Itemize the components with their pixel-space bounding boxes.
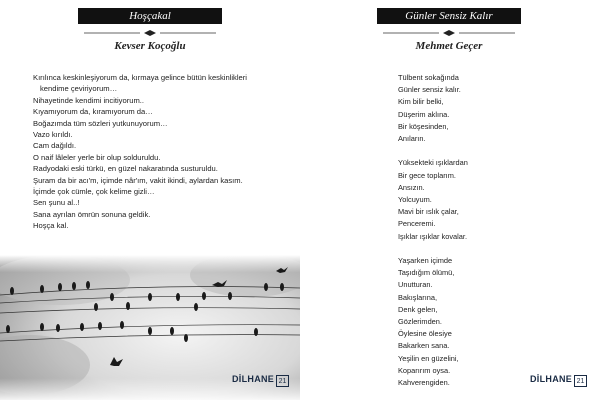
- poem-title-bar: Günler Sensiz Kalır: [377, 8, 521, 24]
- poem-line: Boğazımda tüm sözleri yutkunuyorum…: [33, 118, 168, 128]
- poem-line: Günler sensiz kalır.: [398, 85, 461, 95]
- poem-line: Denk gelen,: [398, 304, 438, 314]
- poem-line: Bakarken sana.: [398, 341, 450, 351]
- poem-line: Gözlerimden.: [398, 317, 442, 327]
- ornament-divider: [377, 29, 521, 37]
- issue-number-badge: 21: [574, 375, 587, 387]
- poem-text: [398, 72, 548, 389]
- poem-line: Yaşarken içimde: [398, 256, 453, 266]
- poem-line: Yüksekteki ışıklardan: [398, 158, 468, 168]
- poem-line: Öylesine ölesiye: [398, 329, 452, 339]
- author-name: Kevser Koçoğlu: [114, 40, 186, 52]
- poem-line: Vazo kırıldı.: [33, 130, 73, 140]
- poem-line: Anıların.: [398, 134, 426, 144]
- poem-line: Işıklar ışıklar kovalar.: [398, 231, 467, 241]
- poem-line: Ansızın.: [398, 182, 425, 192]
- dilhane-logo: [232, 374, 292, 392]
- logo-wordmark: DİLHANE: [530, 374, 573, 384]
- poem-line: [398, 243, 548, 255]
- poem-line: Sana ayrılan ömrün sonuna geldik.: [33, 209, 151, 219]
- poem-line: Kıyamıyorum da, kıramıyorum da…: [33, 107, 153, 117]
- poem-line: Tülbent sokağında: [398, 73, 459, 82]
- poem-line: Hoşça kal.: [33, 221, 69, 231]
- logo-wordmark: DİLHANE: [232, 374, 275, 384]
- poem-line: kendime çeviriyorum…: [40, 84, 118, 94]
- poem-line: Bakışlarına,: [398, 292, 438, 302]
- poem-line: Nihayetinde kendimi incitiyorum..: [33, 95, 144, 105]
- poem-line: Düşerim aklına.: [398, 109, 450, 119]
- poem-line: Yolcuyum.: [398, 195, 432, 205]
- poem-line: [398, 145, 548, 157]
- dilhane-logo: [530, 374, 590, 392]
- poem-line: Unutturan.: [398, 280, 433, 290]
- issue-number-badge: 21: [276, 375, 289, 387]
- poem-line: Şuram da bir acı'm, içimde nâr'ım, vakit ikindi, aylardan kasım.: [33, 175, 243, 185]
- poem-line: Kırılınca keskinleşiyorum da, kırmaya gelince bütün keskinlikleri: [33, 73, 247, 82]
- poem-line: Yeşilin en güzelini,: [398, 353, 459, 363]
- poem-line: O naif lâleler yerle bir olup solduruldu.: [33, 152, 161, 162]
- poem-line: Bir gece toplarım.: [398, 170, 456, 180]
- poem-line: Koparırım oysa.: [398, 365, 451, 375]
- right-page: [300, 0, 600, 400]
- poem-line: İçimde çok cümle, çok kelime gizli…: [33, 187, 155, 197]
- poem-line: Bir köşesinden,: [398, 121, 449, 131]
- poem-line: Taşıdığım ölümü,: [398, 268, 455, 278]
- author-name: Mehmet Geçer: [415, 40, 483, 52]
- poem-line: Mavi bir ıslık çalar,: [398, 207, 459, 217]
- poem-line: Cam dağıldı.: [33, 141, 77, 151]
- poem-line: Radyodaki eski türkü, en güzel nakaratında susturuldu.: [33, 164, 218, 174]
- poem-line: Kahverengiden.: [398, 378, 450, 388]
- poem-line: Penceremi.: [398, 219, 436, 229]
- poem-line: Kim bilir belki,: [398, 97, 444, 107]
- ornament-divider: [78, 29, 222, 37]
- poem-text: [33, 72, 295, 232]
- poem-line: Sen şunu al..!: [33, 198, 80, 208]
- poem-title-bar: Hoşçakal: [78, 8, 222, 24]
